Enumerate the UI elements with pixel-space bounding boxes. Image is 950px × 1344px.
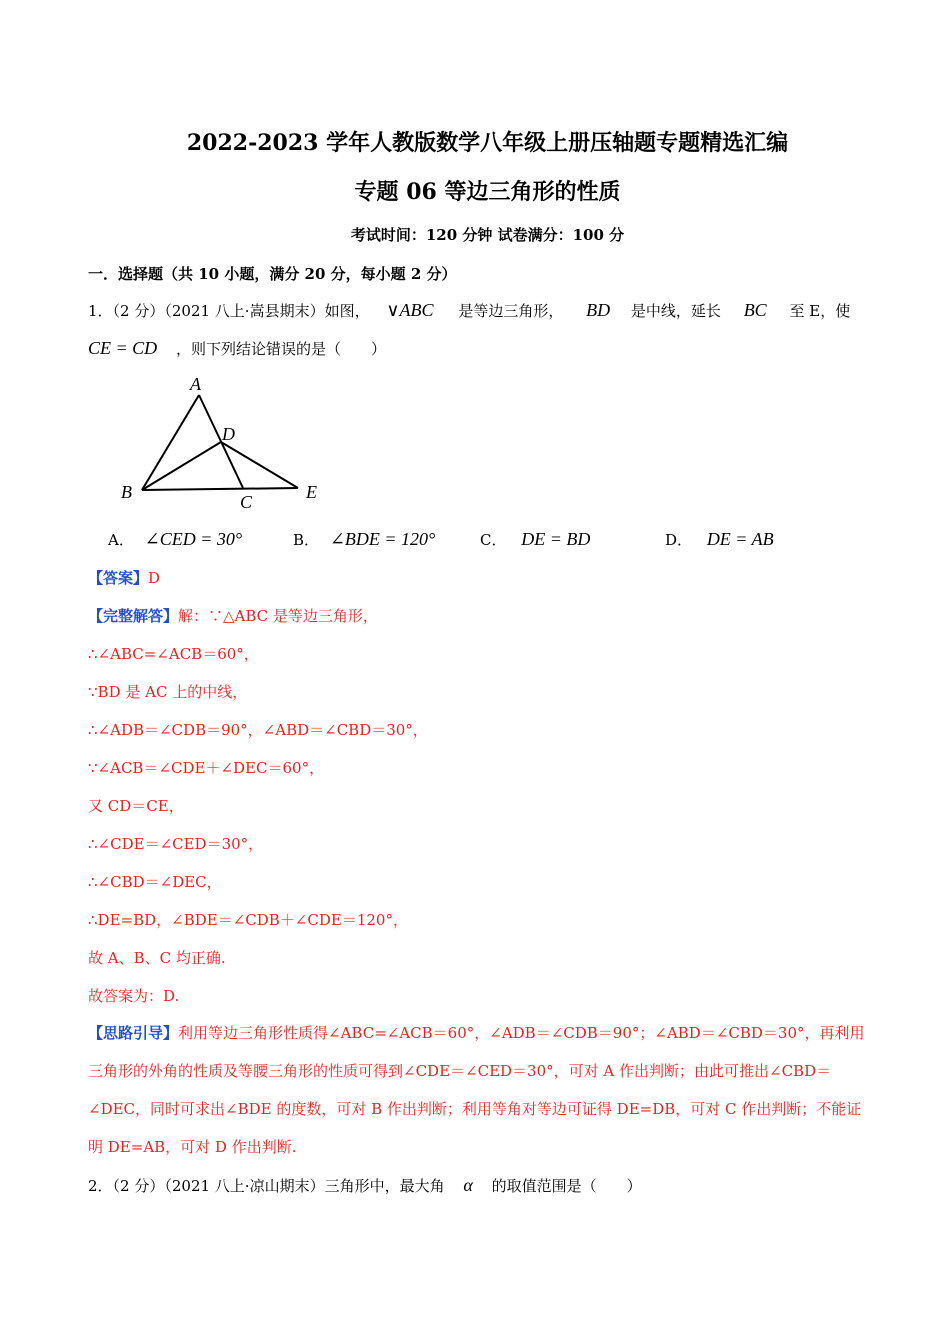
option-b[interactable] <box>293 529 435 550</box>
q1-lead: 1．（2 分）（2021 八上·嵩县期末）如图， <box>88 302 370 320</box>
solution-line-4: ∵∠ACB＝∠CDE＋∠DEC＝60°， <box>88 759 325 777</box>
answer-value: D <box>148 569 161 587</box>
solution-line-9: 故 A、B、C 均正确. <box>88 949 226 967</box>
option-a-expr: ∠CED = 30° <box>144 529 243 549</box>
q2-tail: 的取值范围是（ ） <box>491 1177 642 1195</box>
hint-text: 利用等边三角形性质得∠ABC=∠ACB＝60°，∠ADB＝∠CDB＝90°；∠ABD＝∠CBD＝30°，再利用三角形的外角的性质及等腰三角形的性质可得到∠CDE＝∠CED＝30°，可对 A 作出判断；由此可推出∠CBD＝∠DEC，同时可求出∠BDE 的度数，可对 B 作出判断；利用等角对等边可证得 DE=DB，可对 C 作出判断；不能证明 DE=AB，可对 D 作出判断. <box>88 1024 865 1156</box>
option-d-expr: DE = AB <box>706 529 774 549</box>
option-d-letter: D． <box>665 531 693 549</box>
q1-text2: 是中线，延长 <box>630 302 721 320</box>
solution-line-8: ∴DE=BD，∠BDE＝∠CDB＋∠CDE＝120°， <box>88 911 408 929</box>
edge-be <box>142 488 298 490</box>
label-a: A <box>190 374 201 394</box>
hint-tag: 【思路引导】 <box>88 1024 179 1042</box>
solution-line-0 <box>88 605 378 626</box>
q2-math-alpha: α <box>463 1175 473 1195</box>
q1-stem-line2 <box>88 338 386 359</box>
option-c-expr: DE = BD <box>521 529 591 549</box>
solution-line-3: ∴∠ADB＝∠CDB＝90°，∠ABD＝∠CBD＝30°， <box>88 721 428 739</box>
label-d: D <box>222 424 235 444</box>
solution-line-6: ∴∠CDE＝∠CED＝30°， <box>88 835 264 853</box>
option-b-expr: ∠BDE = 120° <box>329 529 436 549</box>
q1-text3: 至 E，使 <box>789 302 851 320</box>
triangle-figure <box>115 370 330 515</box>
exam-info: 考试时间：120 分钟 试卷满分：100 分 <box>350 226 625 244</box>
option-c[interactable] <box>480 529 590 550</box>
edge-ac <box>199 395 243 488</box>
page-subtitle: 专题 06 等边三角形的性质 <box>354 179 621 205</box>
label-b: B <box>121 482 132 502</box>
solution-tag: 【完整解答】 <box>88 607 179 625</box>
q1-math-bc: BC <box>743 300 767 320</box>
section-heading: 一．选择题（共 10 小题，满分 20 分，每小题 2 分） <box>88 265 457 283</box>
label-e: E <box>306 482 317 502</box>
solution-line-10: 故答案为：D. <box>88 987 180 1005</box>
page-title: 2022-2023 学年人教版数学八年级上册压轴题专题精选汇编 <box>186 130 789 156</box>
hint-paragraph <box>88 1014 868 1166</box>
q2-stem <box>88 1175 642 1196</box>
solution-line-5: 又 CD＝CE， <box>88 797 184 815</box>
option-a[interactable] <box>108 529 242 550</box>
q1-math-bd: BD <box>586 300 611 320</box>
solution-text-0: 解：∵△ABC 是等边三角形， <box>178 607 378 625</box>
answer-tag: 【答案】 <box>88 569 149 587</box>
option-b-letter: B． <box>293 531 320 549</box>
label-c: C <box>240 492 253 512</box>
option-d[interactable] <box>665 529 774 550</box>
option-a-letter: A． <box>108 531 134 549</box>
q1-math-cecd: CE = CD <box>88 338 158 358</box>
edge-ab <box>142 395 199 490</box>
option-c-letter: C． <box>480 531 507 549</box>
answer-line <box>88 567 160 588</box>
solution-line-2: ∵BD 是 AC 上的中线， <box>88 683 248 701</box>
q1-text1: 是等边三角形， <box>458 302 564 320</box>
solution-line-1: ∴∠ABC=∠ACB＝60°， <box>88 645 259 663</box>
q1-math-abc: ∨ABC <box>386 300 434 320</box>
q1-text4: ，则下列结论错误的是（ ） <box>175 340 386 358</box>
q2-lead: 2．（2 分）（2021 八上·凉山期末）三角形中，最大角 <box>88 1177 445 1195</box>
q1-stem-line1 <box>88 300 850 321</box>
edge-bd <box>142 442 221 490</box>
solution-line-7: ∴∠CBD＝∠DEC， <box>88 873 222 891</box>
